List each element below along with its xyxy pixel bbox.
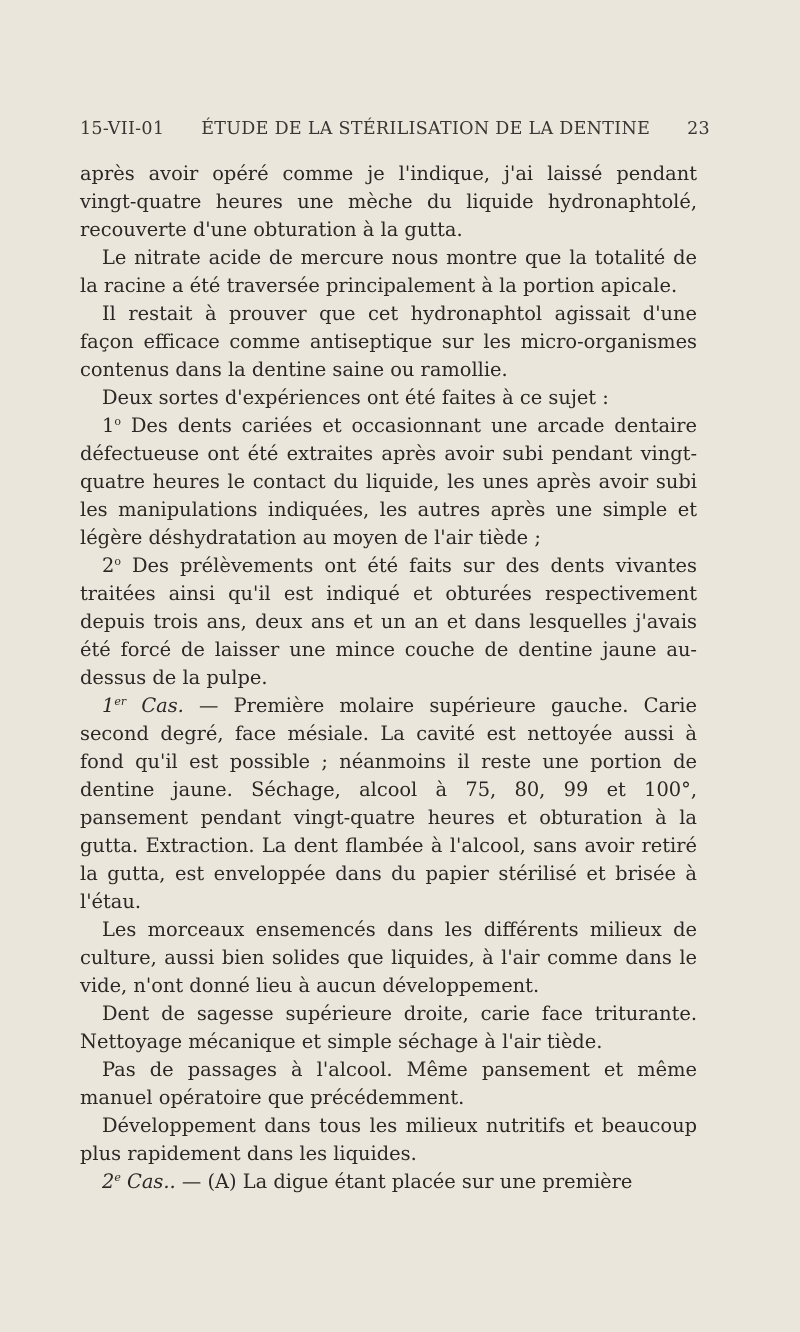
paragraph-12-text: — (A) La digue étant placée sur une première <box>181 1170 633 1193</box>
paragraph-7-text: — Première molaire supérieure gauche. Carie second degré, face mésiale. La cavité est nettoyée aussi à fond qu'il est possible ; néanmoins il reste une portion de dentine jaune. Séchage, alcool à 75, 80, 99 et 100°, pansement pendant vingt-quatre heures et obturation à la gutta. Extraction. La dent flambée à l'alcool, sans avoir retiré la gutta, est enveloppée dans du papier stérilisé et brisée à l'étau. <box>80 694 697 913</box>
paragraph-6-text: Des prélèvements ont été faits sur des dents vivantes traitées ainsi qu'il est indiqué et obturées respectivement depuis trois ans, deux ans et un an et dans lesquelles j'avais été forcé de laisser une mince couche de dentine jaune au-dessus de la pulpe. <box>80 554 697 689</box>
list-number-2: 2$^o$ <box>102 554 121 577</box>
paragraph-3: Il restait à prouver que cet hydronaphtol agissait d'une façon efficace comme antiseptique sur les micro-organismes contenus dans la dentine saine ou ramollie. <box>80 302 697 381</box>
paragraph-12 <box>80 1168 697 1196</box>
header-title: ÉTUDE DE LA STÉRILISATION DE LA DENTINE <box>201 119 651 139</box>
paragraph-6 <box>80 552 697 692</box>
case-heading-1: 1er Cas. <box>102 694 184 717</box>
paragraph-4: Deux sortes d'expériences ont été faites à ce sujet : <box>102 386 609 409</box>
body-text <box>80 160 697 1196</box>
paragraph-11: Développement dans tous les milieux nutritifs et beaucoup plus rapidement dans les liquides. <box>80 1114 697 1165</box>
paragraph-2: Le nitrate acide de mercure nous montre que la totalité de la racine a été traversée principalement à la portion apicale. <box>80 246 697 297</box>
paragraph-1: après avoir opéré comme je l'indique, j'ai laissé pendant vingt-quatre heures une mèche du liquide hydronaphtolé, recouverte d'une obturation à la gutta. <box>80 162 697 241</box>
paragraph-10: Pas de passages à l'alcool. Même pansement et même manuel opératoire que précédemment. <box>80 1058 697 1109</box>
case-heading-2: 2e Cas.. <box>102 1170 176 1193</box>
paragraph-9: Dent de sagesse supérieure droite, carie face triturante. Nettoyage mécanique et simple séchage à l'air tiède. <box>80 1002 697 1053</box>
running-header <box>80 119 710 139</box>
paragraph-5 <box>80 412 697 552</box>
list-number-1: 1$^o$ <box>102 414 121 437</box>
page-number: 23 <box>687 119 710 139</box>
paragraph-5-text: Des dents cariées et occasionnant une arcade dentaire défectueuse ont été extraites après avoir subi pendant vingt-quatre heures le contact du liquide, les unes après avoir subi les manipulations indiquées, les autres après une simple et légère déshydratation au moyen de l'air tiède ; <box>80 414 697 549</box>
paragraph-8: Les morceaux ensemencés dans les différents milieux de culture, aussi bien solides que liquides, à l'air comme dans le vide, n'ont donné lieu à aucun développement. <box>80 918 697 997</box>
paragraph-7 <box>80 692 697 916</box>
header-date: 15-VII-01 <box>80 119 165 139</box>
